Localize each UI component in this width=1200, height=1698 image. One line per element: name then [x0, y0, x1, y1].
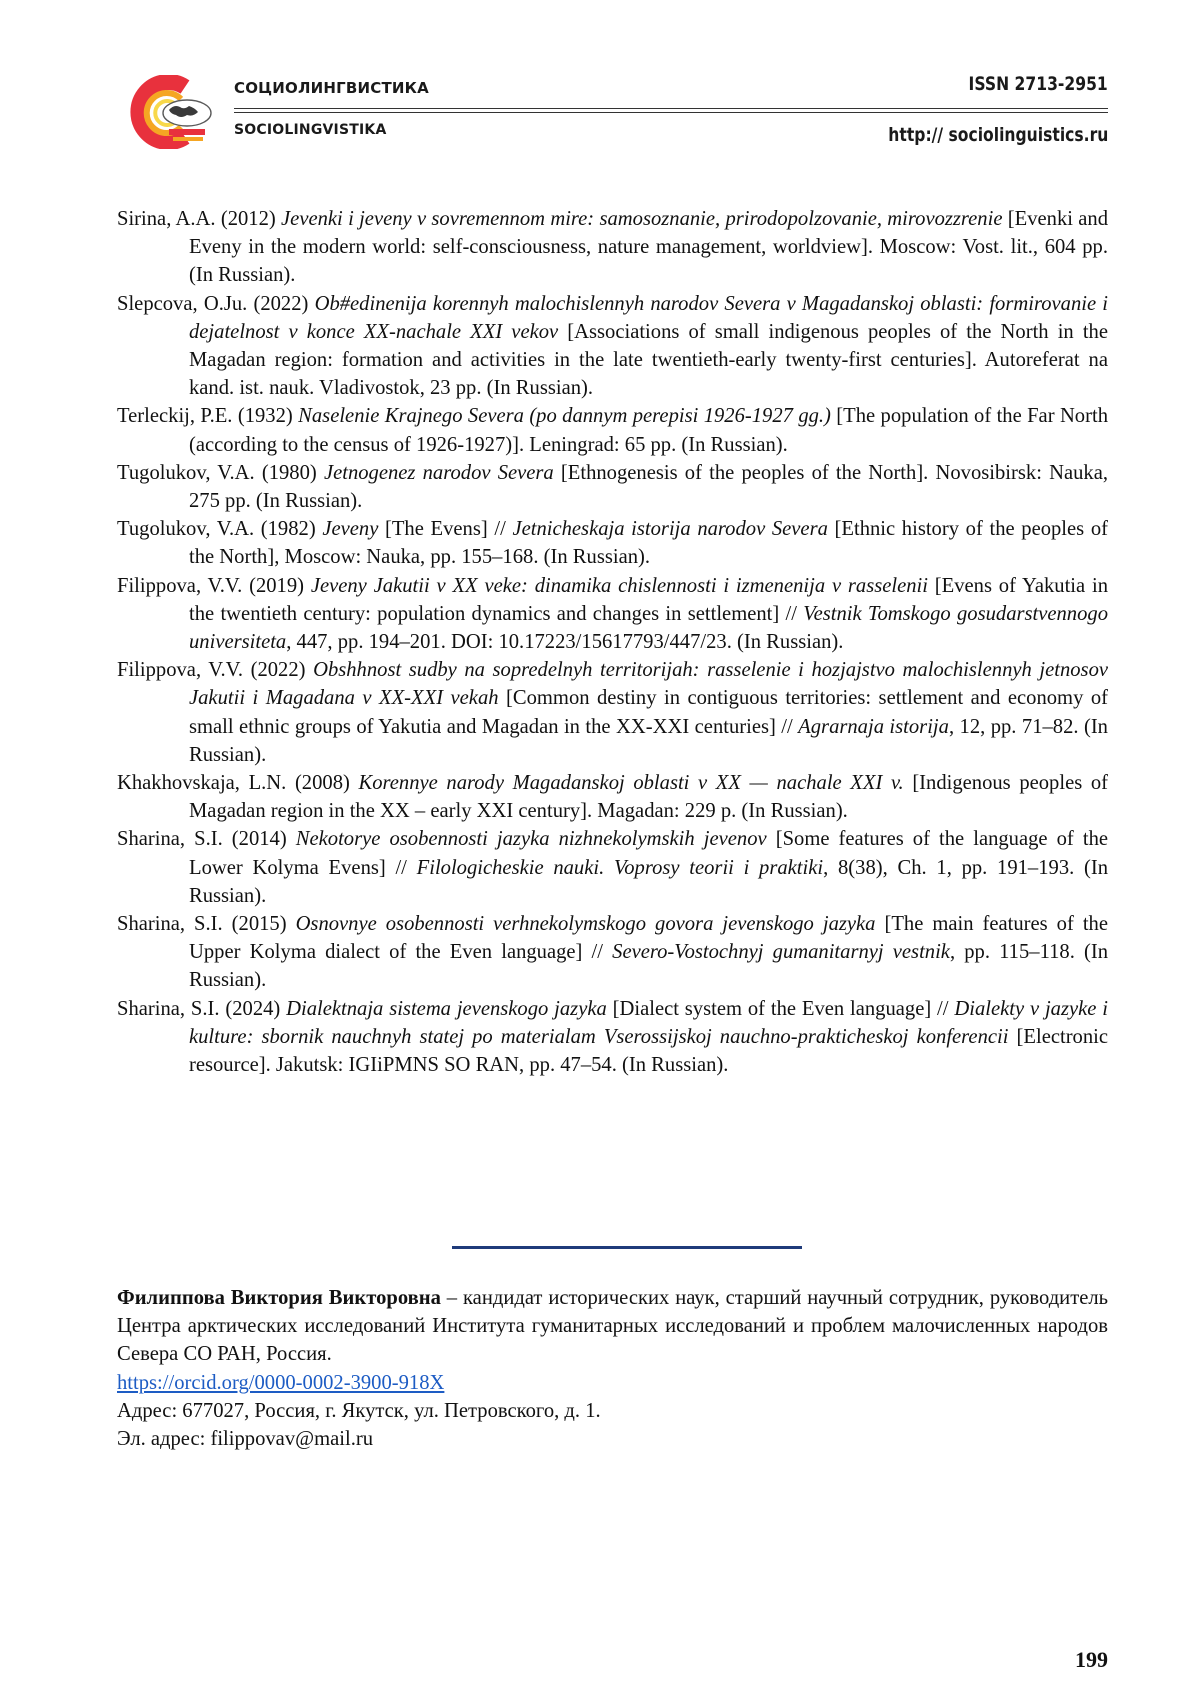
- reference-list: [117, 205, 1108, 1079]
- reference-item: Slepcova, O.Ju. (2022) Ob#edinenija korennyh malochislennyh narodov Severa v Magadanskoj oblasti: formirovanie i dejatelnost v konce XX-nachale XXI vekov [Associations of small indigenous peoples of the North in the Magadan region: formation and activities in the late twentieth-early twenty-first centuries]. Autoreferat na kand. ist. nauk. Vladivostok, 23 pp. (In Russian).: [117, 292, 1109, 400]
- journal-logo-icon: [115, 75, 215, 149]
- reference-item: Sharina, S.I. (2015) Osnovnye osobennosti verhnekolymskogo govora jevenskogo jazyka [The main features of the Upper Kolyma dialect of the Even language] // Severo-Vostochnyj gumanitarnyj vestnik, pp. 115–118. (In Russian).: [117, 913, 1109, 992]
- reference-item: Sirina, A.A. (2012) Jevenki i jeveny v sovremennom mire: samosoznanie, prirodopolzovanie, mirovozzrenie [Evenki and Eveny in the modern world: self-consciousness, nature management, worldview]. Moscow: Vost. lit., 604 pp. (In Russian).: [117, 208, 1108, 287]
- author-name: Филиппова Виктория Викторовна: [117, 1287, 441, 1309]
- reference-item: Terleckij, P.E. (1932) Naselenie Krajnego Severa (po dannym perepisi 1926-1927 gg.) [The population of the Far North (according to the census of 1926-1927)]. Leningrad: 65 pp. (In Russian).: [117, 405, 1108, 456]
- author-bio: [117, 1284, 1108, 1369]
- reference-item: Tugolukov, V.A. (1980) Jetnogenez narodov Severa [Ethnogenesis of the peoples of the North]. Novosibirsk: Nauka, 275 pp. (In Russian).: [117, 461, 1109, 513]
- author-description: – кандидат исторических наук, старший научный сотрудник, руководитель Центра арктических исследований Института гуманитарных исследований и проблем малочисленных народов Севера СО РАН, Россия.: [117, 1287, 1108, 1366]
- journal-title-ru: СОЦИОЛИНГВИСТИКА: [234, 79, 429, 97]
- page-number: 199: [1075, 1647, 1108, 1672]
- orcid-link[interactable]: https://orcid.org/0000-0002-3900-918X: [117, 1371, 445, 1394]
- reference-item: Khakhovskaja, L.N. (2008) Korennye narody Magadanskoj oblasti v XX — nachale XXI v. [Indigenous peoples of Magadan region in the XX – early XXI century]. Magadan: 229 p. (In Russian).: [117, 772, 1108, 823]
- reference-item: Tugolukov, V.A. (1982) Jeveny [The Evens] // Jetnicheskaja istorija narodov Severa [Ethnic history of the peoples of the North], Moscow: Nauka, pp. 155–168. (In Russian).: [117, 518, 1108, 569]
- header-rule: [234, 112, 1108, 113]
- section-divider: [452, 1246, 802, 1249]
- author-email: Эл. адрес: filippovav@mail.ru: [117, 1428, 373, 1451]
- reference-item: Sharina, S.I. (2024) Dialektnaja sistema jevenskogo jazyka [Dialect system of the Even language] // Dialekty v jazyke i kulture: sbornik nauchnyh statej po materialam Vserossijskoj nauchno-prakticheskoj konferencii [Electronic resource]. Jakutsk: IGIiPMNS SO RAN, pp. 47–54. (In Russian).: [117, 997, 1109, 1077]
- author-info: [117, 1284, 1108, 1453]
- header-rule: [234, 108, 1108, 109]
- reference-item: Filippova, V.V. (2019) Jeveny Jakutii v XX veke: dinamika chislennosti i izmenenija v rasselenii [Evens of Yakutia in the twentieth century: population dynamics and changes in settlement] // Vestnik Tomskogo gosudarstvennogo universiteta, 447, pp. 194–201. DOI: 10.17223/15617793/447/23. (In Russian).: [117, 574, 1108, 654]
- journal-title-en: SOCIOLINGVISTIKA: [234, 122, 387, 138]
- reference-item: Sharina, S.I. (2014) Nekotorye osobennosti jazyka nizhnekolymskih jevenov [Some features of the language of the Lower Kolyma Evens] // Filologicheskie nauki. Voprosy teorii i praktiki, 8(38), Ch. 1, pp. 191–193. (In Russian).: [117, 828, 1109, 907]
- issn: ISSN 2713-2951: [968, 73, 1108, 95]
- website-link[interactable]: http:// sociolinguistics.ru: [887, 124, 1108, 146]
- author-address: Адрес: 677027, Россия, г. Якутск, ул. Петровского, д. 1.: [117, 1399, 601, 1422]
- reference-item: Filippova, V.V. (2022) Obshhnost sudby na sopredelnyh territorijah: rasselenie i hozjajstvo malochislennyh jetnosov Jakutii i Magadana v XX-XXI vekah [Common destiny in contiguous territories: settlement and economy of small ethnic groups of Yakutia and Magadan in the XX-XXI centuries] // Agrarnaja istorija, 12, pp. 71–82. (In Russian).: [117, 659, 1109, 766]
